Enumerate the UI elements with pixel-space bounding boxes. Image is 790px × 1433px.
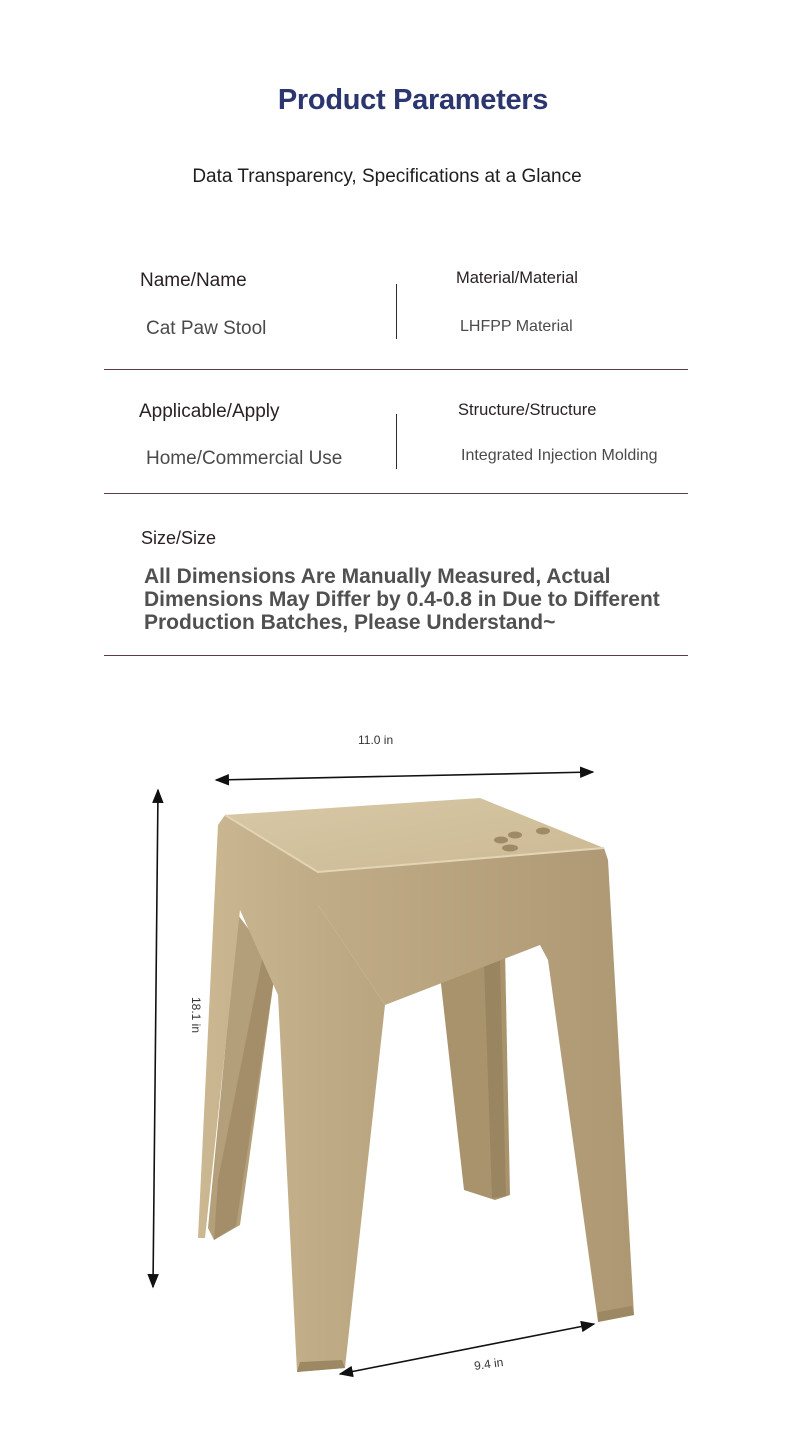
applicable-value: Home/Commercial Use [146, 448, 343, 469]
depth-dimension-label: 9.4 in [473, 1355, 505, 1373]
column-divider [396, 284, 397, 339]
row-divider [104, 655, 688, 656]
width-dimension-label: 11.0 in [358, 733, 394, 747]
name-value: Cat Paw Stool [146, 318, 267, 339]
material-value: LHFPP Material [460, 318, 573, 335]
material-label: Material/Material [456, 269, 578, 287]
height-arrow [153, 790, 158, 1287]
structure-value: Integrated Injection Molding [461, 447, 658, 464]
size-label: Size/Size [141, 528, 217, 548]
stool-product-image [0, 680, 790, 1433]
page-subtitle: Data Transparency, Specifications at a Glance [192, 166, 582, 187]
depth-arrow [340, 1324, 594, 1374]
column-divider [396, 414, 397, 469]
row-divider [104, 369, 688, 370]
applicable-label: Applicable/Apply [139, 401, 280, 422]
height-dimension-label: 18.1 in [189, 996, 204, 1034]
width-arrow [216, 772, 593, 780]
structure-label: Structure/Structure [458, 401, 597, 419]
page-title: Product Parameters [277, 84, 549, 116]
name-label: Name/Name [140, 270, 247, 291]
stool-body [198, 798, 634, 1372]
size-note: All Dimensions Are Manually Measured, Actual Dimensions May Differ by 0.4-0.8 in Due to Different Production Batches, Please Understand~ [144, 565, 660, 634]
row-divider [104, 493, 688, 494]
